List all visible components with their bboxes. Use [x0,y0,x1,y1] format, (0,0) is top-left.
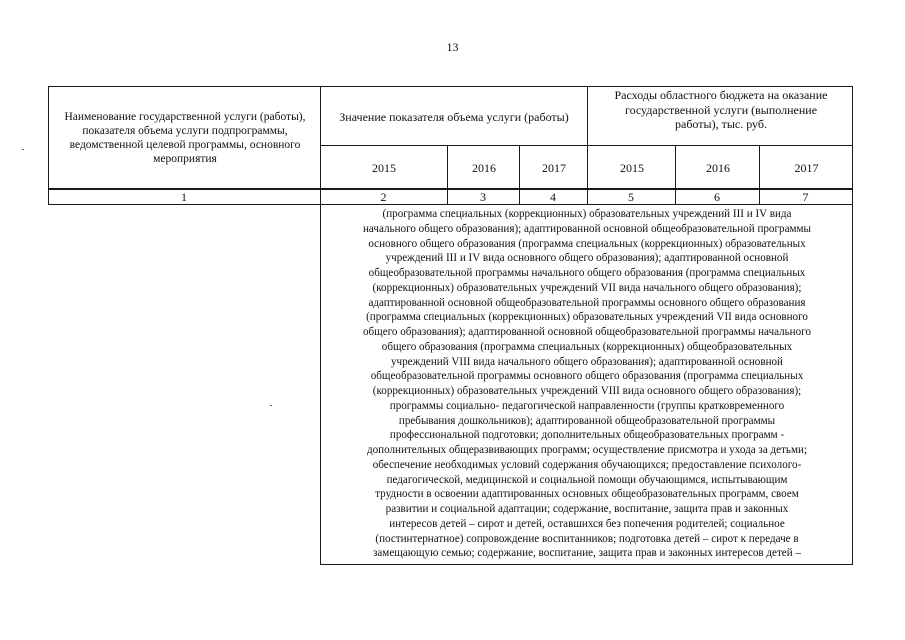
body-line: интересов детей – сирот и детей, оставшихся без попечения родителей; социальное [389,517,785,530]
body-line: обеспечение необходимых условий содержания обучающихся; предоставление психолого- [372,458,802,471]
indicator-year-2015: 2015 [372,161,396,175]
column-number-5: 5 [628,190,634,204]
body-line: программы социально- педагогической направленности (группы кратковременного [389,399,785,412]
body-line: общеобразовательной программы основного общего образования (программа специальных [370,370,804,383]
service-column-header: Наименование государственной услуги (работы), показателя объема услуги подпрограммы, ведомственной целевой программы, основного мероприятия [64,111,306,165]
column-number-4: 4 [550,190,556,204]
body-line: трудности в освоении адаптированных основных общеобразовательных программ, своем [375,488,799,501]
column-number-2: 2 [380,190,387,204]
body-line: развитии и социальной адаптации; содержание, воспитание, защита прав и законных [385,503,789,515]
body-line: дополнительных общеразвивающих программ; осуществление присмотра и ухода за детьми; [366,444,808,456]
column-number-row-rule [48,204,853,205]
body-line: (коррекционных) образовательных учреждений VIII вида основного общего образования); [372,385,802,397]
expenses-year-2015: 2015 [620,161,644,175]
expenses-group-header: Расходы областного бюджета на оказание государственной услуги (выполнение работы), тыс. руб. [614,88,828,131]
column-number-1: 1 [181,190,187,204]
body-line: педагогической, медицинской и социальной помощи обучающимся, испытывающим [386,473,788,486]
column-4-right-rule [587,86,588,205]
body-line: профессиональной подготовки; дополнительных общеобразовательных программ - [389,429,785,442]
body-bottom-rule [320,564,853,565]
body-line: (программа специальных (коррекционных) образовательных учреждений VII вида основного [366,311,808,324]
body-line: (программа специальных (коррекционных) образовательных учреждений III и IV вида [382,208,792,220]
indicator-year-2016: 2016 [472,161,496,175]
column-1-right-rule [320,86,321,565]
column-number-6: 6 [714,190,720,204]
scan-speck [270,405,272,406]
column-number-7: 7 [802,190,809,204]
body-line: общего образования (программа специальных (коррекционных) общеобразовательных [381,340,793,353]
service-description-text [322,207,852,561]
table-right-border [852,86,853,565]
body-line: учреждений VIII вида начального общего образования); адаптированной основной [390,355,783,368]
body-line: начального общего образования); адаптированной основной общеобразовательной программы [362,222,811,235]
page-number: 13 [446,40,459,54]
body-line: (постинтернатное) сопровождение воспитанников; подготовка детей – сирот к передаче в [375,532,799,545]
body-line: учреждений III и IV вида основного общего образования); адаптированной основной [385,252,789,265]
expenses-year-2016: 2016 [706,161,730,175]
body-line: пребывания дошкольников); адаптированной общеобразовательной программы [398,414,776,427]
body-line: замещающую семью; содержание, воспитание, защита прав и законных интересов детей – [373,547,801,560]
body-line: общеобразовательной программы начального общего образования (программа специальных [368,267,806,279]
body-line: основного общего образования (программа специальных (коррекционных) образовательных [368,237,806,250]
body-line: адаптированной основной общеобразовательной программы основного общего образования [368,296,806,309]
table-top-border [48,86,853,87]
expenses-year-2017: 2017 [794,161,819,175]
indicator-group-header: Значение показателя объема услуги (работы) [339,110,569,124]
body-line: общего образования); адаптированной основной общеобразовательной программы начального [362,326,811,338]
column-number-3: 3 [480,190,486,204]
body-line: (коррекционных) образовательных учреждений VII вида начального общего образования); [372,281,802,294]
indicator-year-2017: 2017 [542,161,566,175]
table-left-border [48,86,49,205]
scan-speck [22,149,24,150]
